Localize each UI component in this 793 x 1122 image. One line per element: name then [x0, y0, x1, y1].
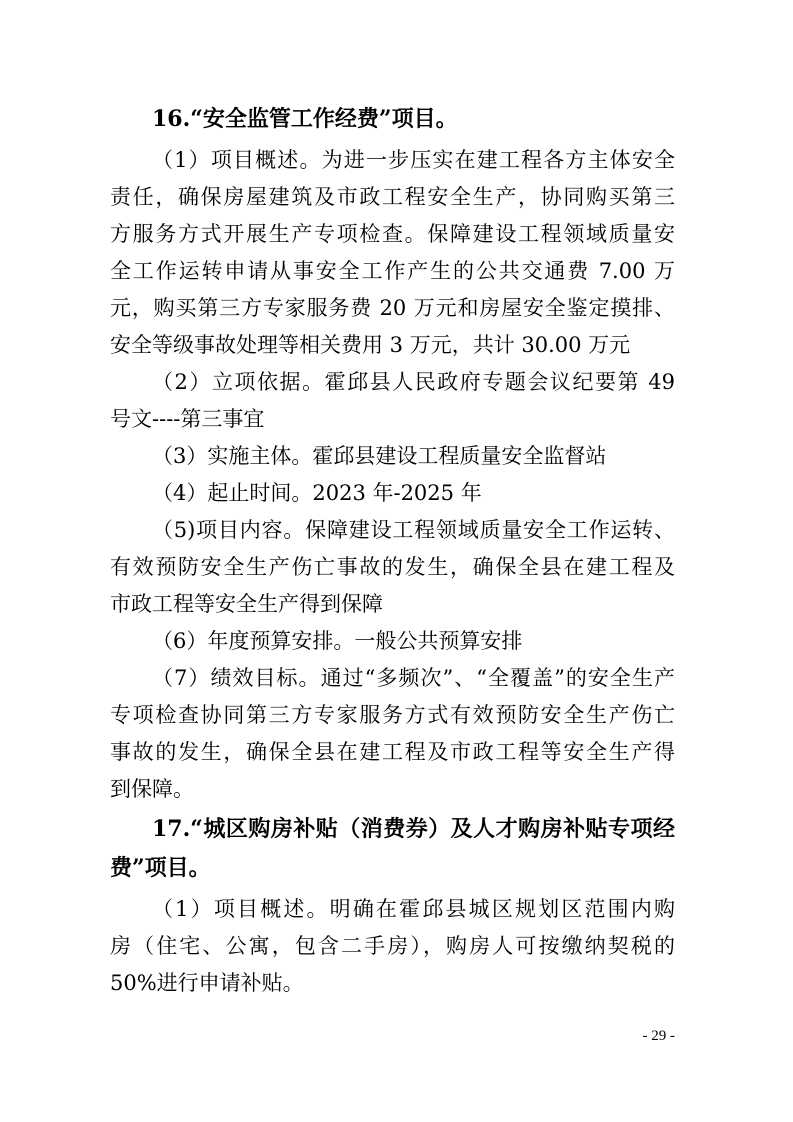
- paragraph-line: （6）年度预算安排。一般公共预算安排: [152, 629, 523, 653]
- paragraph-line: 号文----第三事宜: [110, 407, 265, 431]
- paragraph-line: 方服务方式开展生产专项检查。保障建设工程领域质量安: [110, 222, 675, 246]
- paragraph-line: 元，购买第三方专家服务费 20 万元和房屋安全鉴定摸排、: [110, 296, 675, 320]
- paragraph-line: 市政工程等安全生产得到保障: [110, 592, 383, 616]
- paragraph-line: 到保障。: [110, 777, 194, 801]
- paragraph-line: （1）项目概述。明确在霍邱县城区规划区范围内购: [152, 897, 675, 921]
- paragraph-line: （2）立项依据。霍邱县人民政府专题会议纪要第 49: [152, 370, 675, 394]
- paragraph-line: （4）起止时间。2023 年-2025 年: [152, 481, 482, 505]
- paragraph-line: 责任，确保房屋建筑及市政工程安全生产，协同购买第三: [110, 185, 675, 209]
- paragraph-line: （5)项目内容。保障建设工程领域质量安全工作运转、: [152, 518, 675, 542]
- paragraph-line: 全工作运转申请从事安全工作产生的公共交通费 7.00 万: [110, 259, 675, 283]
- paragraph-line: 有效预防安全生产伤亡事故的发生，确保全县在建工程及: [110, 555, 675, 579]
- paragraph-line: 专项检查协同第三方专家服务方式有效预防安全生产伤亡: [110, 703, 675, 727]
- section-heading-17: 17.“城区购房补贴（消费券）及人才购房补贴专项经: [152, 816, 675, 842]
- paragraph-line: （3）实施主体。霍邱县建设工程质量安全监督站: [152, 444, 607, 468]
- section-heading-16: 16.“安全监管工作经费”项目。: [152, 106, 458, 132]
- paragraph-line: （1）项目概述。为进一步压实在建工程各方主体安全: [152, 148, 675, 172]
- paragraph-line: 50%进行申请补贴。: [110, 971, 304, 995]
- paragraph-line: 房（住宅、公寓，包含二手房），购房人可按缴纳契税的: [110, 934, 675, 958]
- section-heading-17-cont: 费”项目。: [110, 855, 211, 881]
- paragraph-line: （7）绩效目标。通过“多频次”、“全覆盖”的安全生产: [152, 666, 675, 690]
- paragraph-line: 安全等级事故处理等相关费用 3 万元，共计 30.00 万元: [110, 333, 631, 357]
- page-number: - 29 -: [642, 1028, 675, 1044]
- paragraph-line: 事故的发生，确保全县在建工程及市政工程等安全生产得: [110, 740, 675, 764]
